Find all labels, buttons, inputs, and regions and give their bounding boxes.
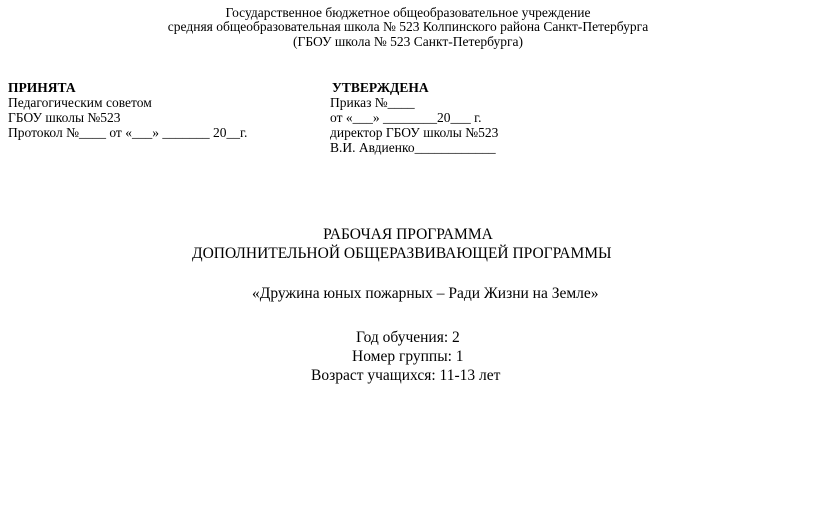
approved-director: директор ГБОУ школы №523 (330, 125, 499, 140)
approved-signature: В.И. Авдиенко____________ (330, 140, 496, 155)
institution-name: Государственное бюджетное общеобразовательное учреждение (225, 5, 591, 20)
accepted-council: Педагогическим советом (8, 95, 152, 110)
approved-date: от «___» ________20___ г. (330, 110, 482, 125)
approved-order: Приказ №____ (330, 95, 415, 110)
accepted-protocol: Протокол №____ от «___» _______ 20__г. (8, 125, 248, 140)
program-title: РАБОЧАЯ ПРОГРАММА (323, 226, 493, 243)
group-number: Номер группы: 1 (352, 348, 464, 365)
study-year: Год обучения: 2 (356, 329, 460, 346)
students-age: Возраст учащихся: 11-13 лет (311, 367, 501, 384)
accepted-school: ГБОУ школы №523 (8, 110, 121, 125)
approved-title: УТВЕРЖДЕНА (332, 80, 429, 95)
program-subtitle: ДОПОЛНИТЕЛЬНОЙ ОБЩЕРАЗВИВАЮЩЕЙ ПРОГРАММЫ (192, 245, 612, 262)
accepted-title: ПРИНЯТА (8, 80, 76, 95)
program-name: «Дружина юных пожарных – Ради Жизни на Земле» (252, 285, 599, 302)
school-full-name: средняя общеобразовательная школа № 523 Колпинского района Санкт-Петербурга (167, 19, 649, 34)
school-short-name: (ГБОУ школа № 523 Санкт-Петербурга) (293, 34, 523, 49)
